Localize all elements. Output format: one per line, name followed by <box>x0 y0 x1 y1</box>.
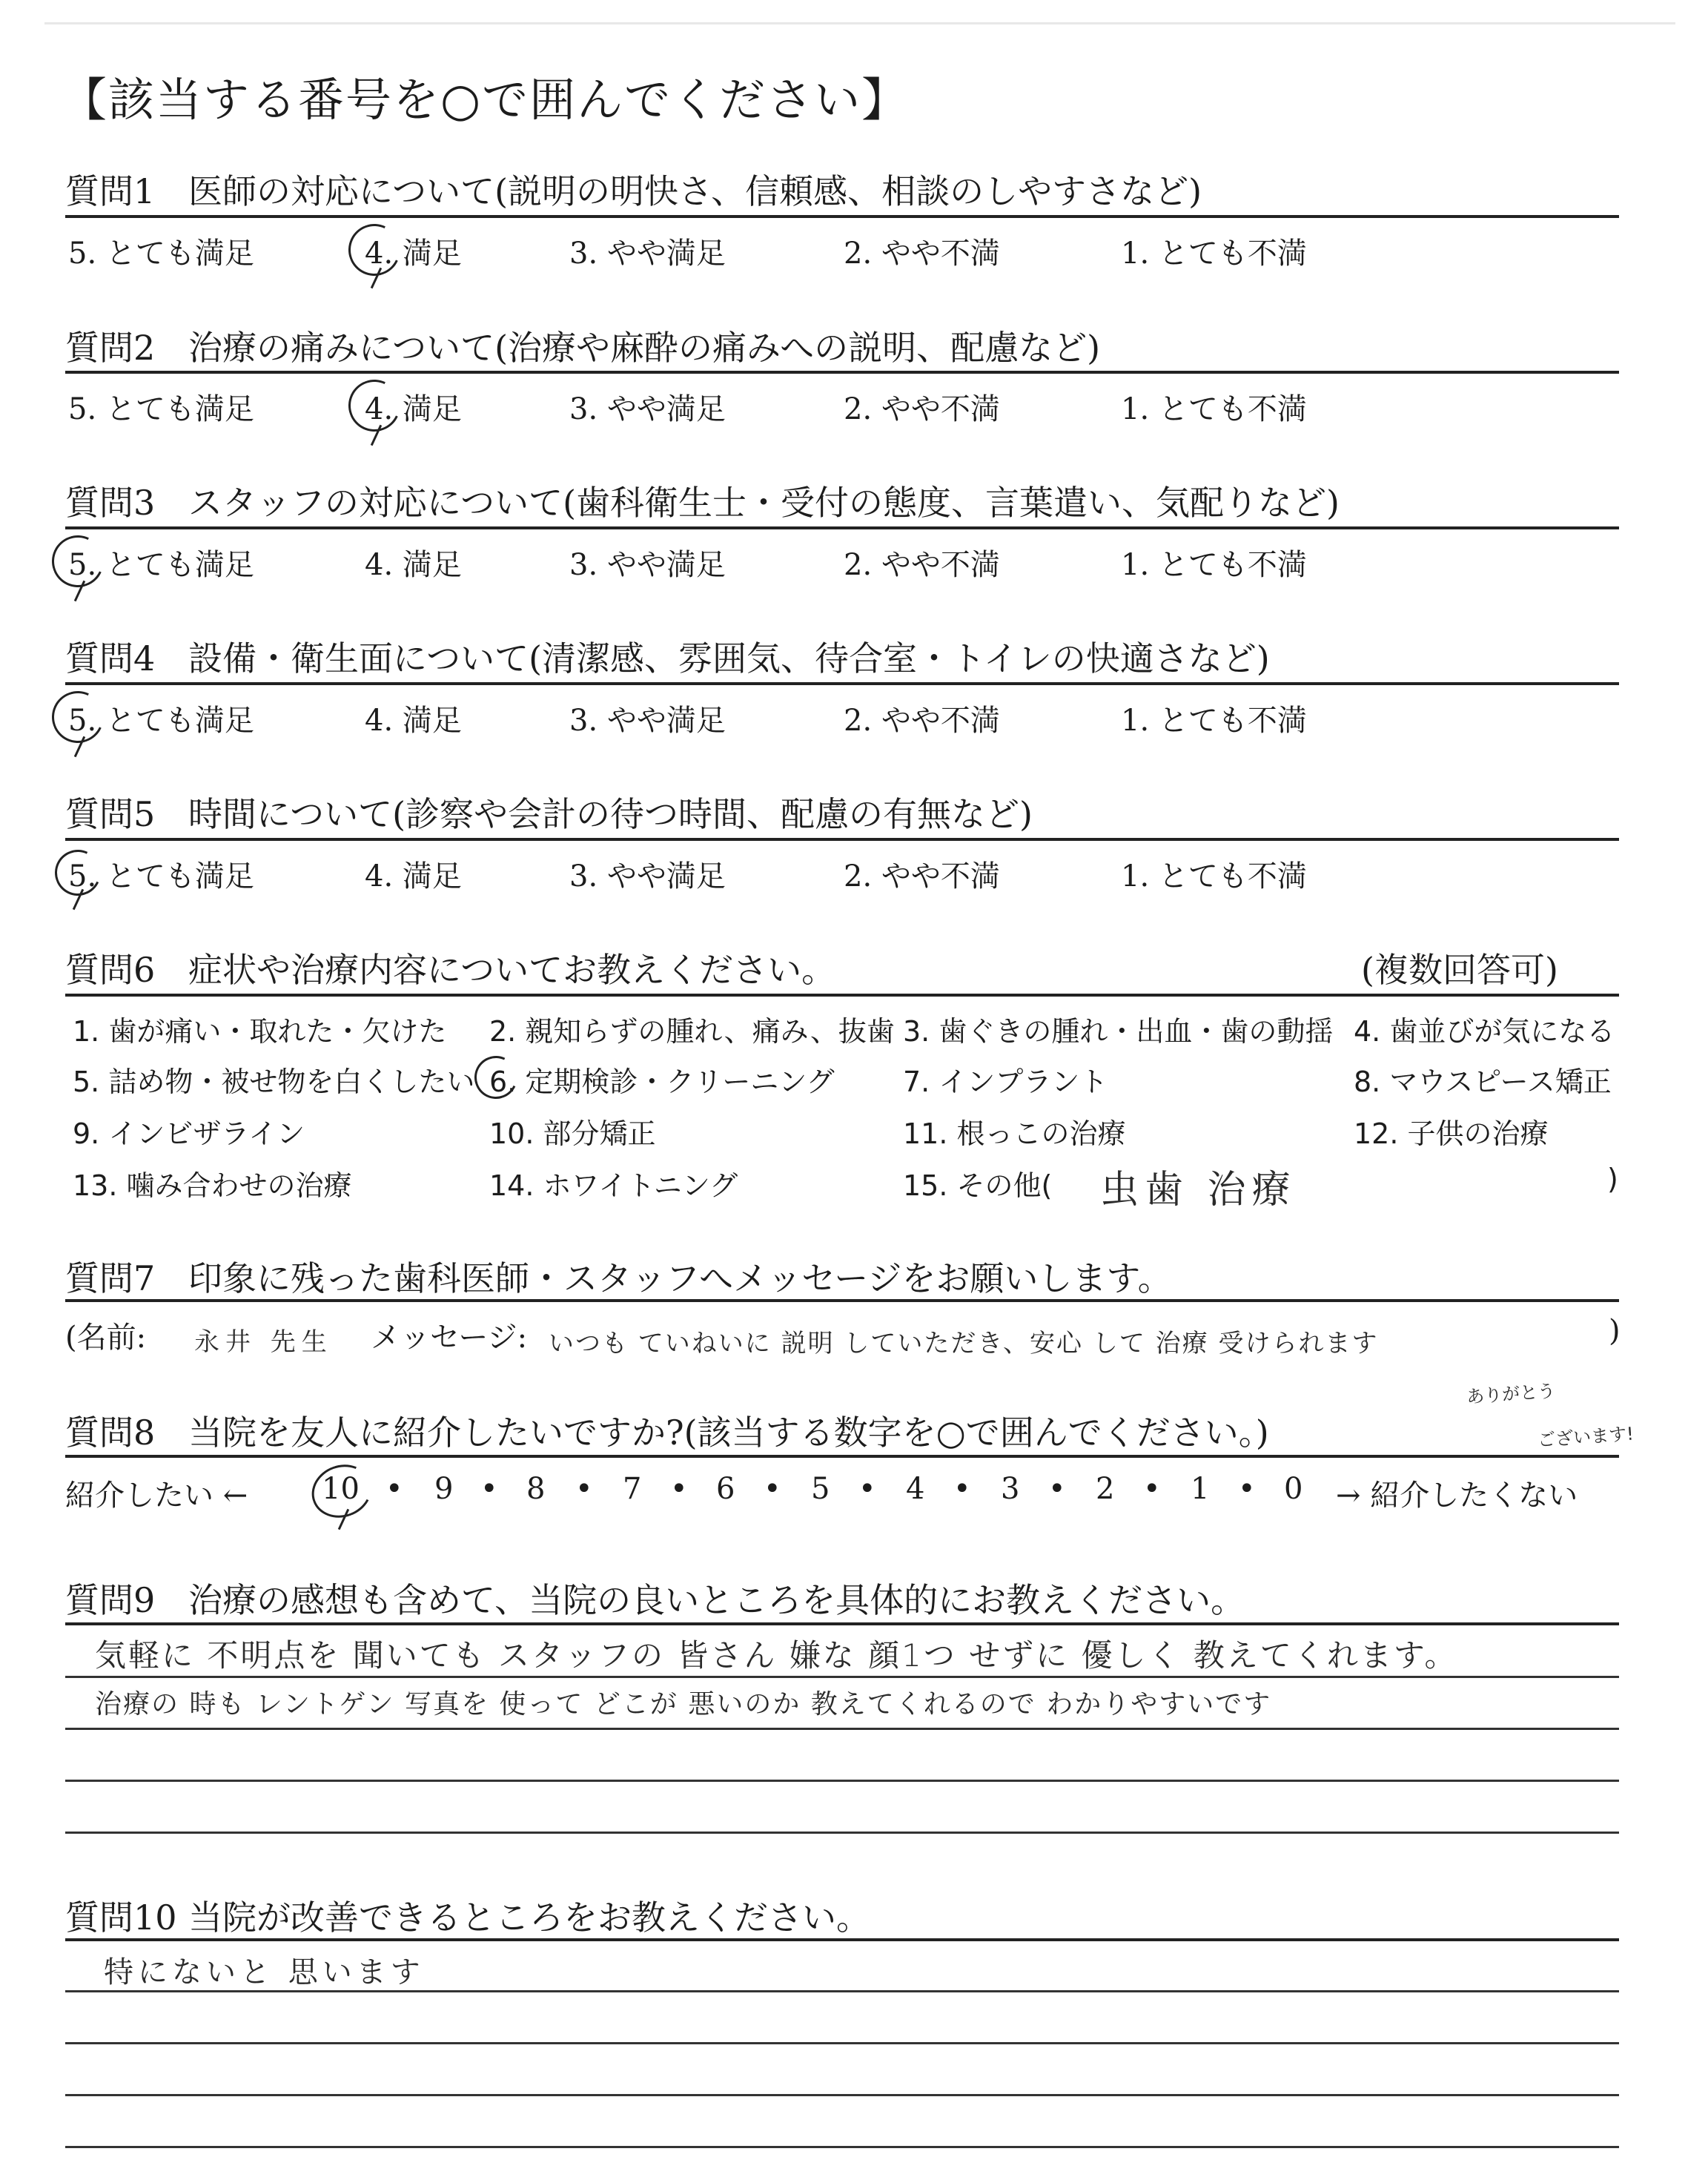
improvement-answer-line1: 特にないと 思います <box>104 1955 425 1989</box>
rating-option-1[interactable]: 1. とても不満 <box>1121 548 1307 582</box>
rating-option-2[interactable]: 2. やや不満 <box>844 392 1000 426</box>
answer-line <box>65 1728 1619 1730</box>
scale-dot: • <box>575 1472 593 1506</box>
message-close-paren: ) <box>1609 1314 1621 1348</box>
question-text: 当院が改善できるところをお教えください。 <box>188 1898 870 1938</box>
name-handwritten: 永井 先生 <box>194 1327 333 1357</box>
symptom-option-5[interactable]: 5. 詰め物・被せ物を白くしたい <box>73 1066 475 1098</box>
rating-option-5[interactable]: 5. とても満足 <box>68 704 254 738</box>
question-number: 質問4 <box>65 638 156 678</box>
question-1-title <box>65 165 1202 214</box>
question-rule <box>65 215 1619 218</box>
answer-line <box>65 2146 1619 2148</box>
scale-6[interactable]: 6 <box>716 1472 735 1506</box>
scale-3[interactable]: 3 <box>1001 1472 1020 1506</box>
scale-dot: • <box>1048 1472 1066 1506</box>
scale-2[interactable]: 2 <box>1096 1472 1115 1506</box>
top-border <box>44 22 1675 24</box>
question-text: 時間について(診察や会計の待つ時間、配慮の有無など) <box>188 794 1033 834</box>
answer-line <box>65 1780 1619 1782</box>
symptom-option-3[interactable]: 3. 歯ぐきの腫れ・出血・歯の動揺 <box>903 1015 1334 1048</box>
scale-dot: • <box>670 1472 688 1506</box>
rating-option-3[interactable]: 3. やや満足 <box>569 704 726 738</box>
rating-option-3[interactable]: 3. やや満足 <box>569 392 726 426</box>
question-text: 治療の感想も含めて、当院の良いところを具体的にお教えください。 <box>188 1580 1245 1620</box>
scale-1[interactable]: 1 <box>1191 1472 1210 1506</box>
scale-dot: • <box>1238 1472 1256 1506</box>
scale-dot: • <box>858 1472 876 1506</box>
symptom-option-11[interactable]: 11. 根っこの治療 <box>903 1117 1126 1150</box>
symptom-option-13[interactable]: 13. 噛み合わせの治療 <box>73 1169 352 1202</box>
question-6-title <box>65 943 835 992</box>
rating-option-1[interactable]: 1. とても不満 <box>1121 704 1307 738</box>
question-text: 症状や治療内容についてお教えください。 <box>188 950 836 990</box>
answer-line <box>65 1990 1619 1992</box>
question-number: 質問3 <box>65 483 156 523</box>
question-rule <box>65 1299 1619 1302</box>
question-text: 当院を友人に紹介したいですか?(該当する数字を○で囲んでください。) <box>188 1413 1269 1453</box>
scale-4[interactable]: 4 <box>906 1472 925 1506</box>
rating-option-3[interactable]: 3. やや満足 <box>569 859 726 894</box>
answer-line <box>65 2042 1619 2044</box>
instruction-heading: 【該当する番号を○で囲んでください】 <box>61 73 910 127</box>
question-number: 質問7 <box>65 1258 156 1298</box>
recommend-right-label: → 紹介したくない <box>1336 1479 1578 1513</box>
question-rule <box>65 838 1619 841</box>
rating-option-4[interactable]: 4. 満足 <box>365 237 462 271</box>
rating-option-5[interactable]: 5. とても満足 <box>68 548 254 582</box>
rating-option-2[interactable]: 2. やや不満 <box>844 859 1000 894</box>
question-number: 質問8 <box>65 1413 156 1453</box>
question-rule <box>65 371 1619 374</box>
question-number: 質問5 <box>65 794 156 834</box>
question-10-title <box>65 1891 870 1940</box>
question-4-title <box>65 632 1270 681</box>
scale-8[interactable]: 8 <box>526 1472 546 1506</box>
answer-line <box>65 1832 1619 1834</box>
recommend-left-label: 紹介したい ← <box>65 1479 248 1513</box>
question-number: 質問2 <box>65 328 156 368</box>
rating-option-5[interactable]: 5. とても満足 <box>68 859 254 894</box>
question-number: 質問1 <box>65 171 156 211</box>
question-8-title <box>65 1406 1269 1455</box>
question-number: 質問10 <box>65 1898 177 1938</box>
rating-option-4[interactable]: 4. 満足 <box>365 859 462 894</box>
symptom-option-12[interactable]: 12. 子供の治療 <box>1354 1117 1549 1150</box>
symptom-option-9[interactable]: 9. インビザライン <box>73 1117 305 1150</box>
scale-10[interactable]: 10 <box>322 1472 360 1506</box>
rating-option-5[interactable]: 5. とても満足 <box>68 237 254 271</box>
question-7-title <box>65 1252 1172 1301</box>
name-label: (名前: <box>65 1321 147 1355</box>
rating-option-1[interactable]: 1. とても不満 <box>1121 237 1307 271</box>
question-rule <box>65 1622 1619 1625</box>
symptom-option-8[interactable]: 8. マウスピース矯正 <box>1354 1066 1612 1098</box>
question-rule <box>65 1455 1619 1458</box>
scale-0[interactable]: 0 <box>1284 1472 1303 1506</box>
question-number: 質問9 <box>65 1580 156 1620</box>
good-points-answer-line2: 治療の 時も レントゲン 写真を 使って どこが 悪いのか 教えてくれるので わかりやすいです <box>95 1689 1272 1720</box>
symptom-option-7[interactable]: 7. インプラント <box>903 1066 1108 1098</box>
scale-dot: • <box>385 1472 403 1506</box>
scale-dot: • <box>953 1472 971 1506</box>
rating-option-5[interactable]: 5. とても満足 <box>68 392 254 426</box>
rating-option-2[interactable]: 2. やや不満 <box>844 548 1000 582</box>
question-rule <box>65 994 1619 997</box>
thanks-note-line2: ございます! <box>1537 1423 1635 1451</box>
question-text: スタッフの対応について(歯科衛生士・受付の態度、言葉遣い、気配りなど) <box>188 483 1340 523</box>
symptom-option-14[interactable]: 14. ホワイトニング <box>489 1169 738 1202</box>
symptom-option-6[interactable]: 6. 定期検診・クリーニング <box>489 1066 835 1098</box>
question-rule <box>65 682 1619 685</box>
selection-circle <box>341 217 408 283</box>
symptom-option-10[interactable]: 10. 部分矯正 <box>489 1117 656 1150</box>
answer-line <box>65 2094 1619 2096</box>
selection-circle <box>305 1456 380 1526</box>
answer-line <box>65 1676 1619 1678</box>
question-9-title <box>65 1573 1245 1622</box>
symptom-option-15-close: ) <box>1607 1163 1618 1195</box>
question-text: 治療の痛みについて(治療や麻酔の痛みへの説明、配慮など) <box>188 328 1101 368</box>
rating-option-4[interactable]: 4. 満足 <box>365 548 462 582</box>
selection-circle <box>44 528 111 595</box>
rating-option-3[interactable]: 3. やや満足 <box>569 237 726 271</box>
symptom-option-15[interactable]: 15. その他( <box>903 1169 1053 1202</box>
question-rule <box>65 1938 1619 1941</box>
scale-dot: • <box>764 1472 781 1506</box>
question-text: 印象に残った歯科医師・スタッフへメッセージをお願いします。 <box>188 1258 1172 1298</box>
rating-option-4[interactable]: 4. 満足 <box>365 704 462 738</box>
rating-option-1[interactable]: 1. とても不満 <box>1121 392 1307 426</box>
question-3-title <box>65 476 1340 525</box>
selection-circle <box>44 684 111 750</box>
scale-9[interactable]: 9 <box>434 1472 454 1506</box>
selection-circle <box>341 372 408 439</box>
scale-dot: • <box>480 1472 498 1506</box>
question-rule <box>65 526 1619 529</box>
scale-5[interactable]: 5 <box>811 1472 830 1506</box>
symptom-option-4[interactable]: 4. 歯並びが気になる <box>1354 1015 1615 1048</box>
thanks-note-line1: ありがとう <box>1466 1380 1557 1408</box>
message-handwritten: いつも ていねいに 説明 していただき、安心 して 治療 受けられます <box>549 1329 1379 1358</box>
question-text: 医師の対応について(説明の明快さ、信頼感、相談のしやすさなど) <box>188 171 1202 211</box>
question-text: 設備・衛生面について(清潔感、雰囲気、待合室・トイレの快適さなど) <box>188 638 1270 678</box>
rating-option-2[interactable]: 2. やや不満 <box>844 237 1000 271</box>
question-number: 質問6 <box>65 950 156 990</box>
message-label: メッセージ: <box>371 1321 528 1355</box>
scale-7[interactable]: 7 <box>623 1472 642 1506</box>
symptom-option-2[interactable]: 2. 親知らずの腫れ、痛み、抜歯 <box>489 1015 895 1048</box>
rating-option-2[interactable]: 2. やや不満 <box>844 704 1000 738</box>
rating-option-1[interactable]: 1. とても不満 <box>1121 859 1307 894</box>
rating-option-3[interactable]: 3. やや満足 <box>569 548 726 582</box>
good-points-answer-line1: 気軽に 不明点を 聞いても スタッフの 皆さん 嫌な 顔1つ せずに 優しく 教えてくれます。 <box>95 1637 1458 1674</box>
multiple-answer-note: (複数回答可) <box>1361 950 1558 990</box>
scale-dot: • <box>1143 1472 1161 1506</box>
question-5-title <box>65 787 1033 836</box>
symptom-option-1[interactable]: 1. 歯が痛い・取れた・欠けた <box>73 1015 447 1048</box>
other-handwritten-answer: 虫歯 治療 <box>1100 1168 1297 1212</box>
question-2-title <box>65 321 1100 370</box>
rating-option-4[interactable]: 4. 満足 <box>365 392 462 426</box>
